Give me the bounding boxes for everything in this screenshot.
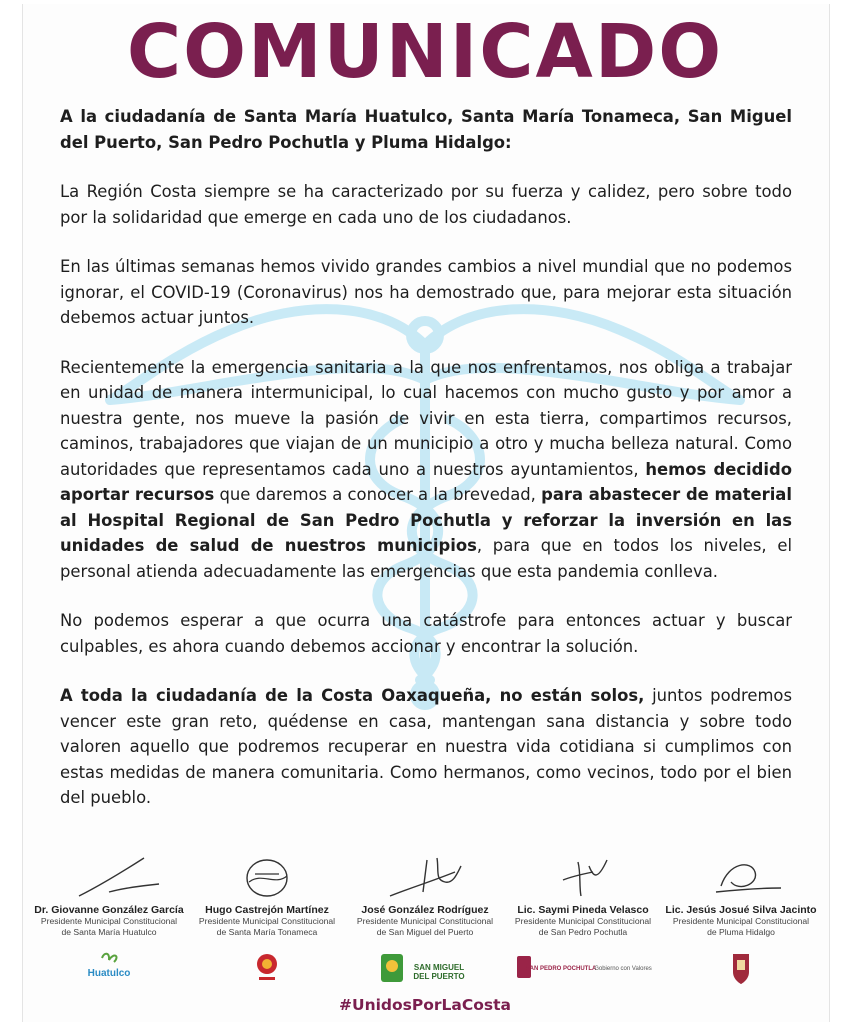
signatory-role: Presidente Municipal Constitucional (40, 916, 178, 926)
handwritten-signature (207, 852, 327, 902)
svg-text:Huatulco: Huatulco (87, 968, 131, 979)
handwritten-signature (681, 852, 801, 902)
document-body (60, 104, 792, 835)
signatory-name: Lic. Saymi Pineda Velasco (517, 904, 649, 916)
signatory-role: Presidente Municipal Constitucional (198, 916, 336, 926)
signatory-name: Lic. Jesús Josué Silva Jacinto (665, 904, 817, 916)
hashtag: #UnidosPorLaCosta (339, 996, 511, 1014)
signatures-row (30, 852, 820, 952)
signatory-name: Hugo Castrejón Martínez (205, 904, 329, 916)
paragraph-2: En las últimas semanas hemos vivido grandes cambios a nivel mundial que no podemos ignorar, el COVID-19 (Coronavirus) nos ha demostrado que, para mejorar esta situación debemos actuar juntos. (60, 257, 792, 327)
signatory-role: Presidente Municipal Constitucional (356, 916, 494, 926)
signatory-municipality: de Santa María Huatulco (61, 926, 157, 937)
san-miguel-logo (346, 948, 504, 988)
municipal-logos-row (30, 948, 820, 992)
pochutla-logo (504, 948, 662, 988)
salutation: A la ciudadanía de Santa María Huatulco, Santa María Tonameca, San Miguel del Puerto, San Pedro Pochutla y Pluma Hidalgo: (60, 107, 792, 152)
paragraph-3-bold-1: hemos decidido aportar recursos (60, 459, 792, 504)
signature-block (188, 852, 346, 937)
handwritten-signature (49, 852, 169, 902)
signatory-role: Presidente Municipal Constitucional (672, 916, 810, 926)
paragraph-5-bold: A toda la ciudadanía de la Costa Oaxaqueña, no están solos, (60, 686, 645, 705)
signatory-name: José González Rodríguez (361, 904, 489, 916)
signatory-municipality: de Santa María Tonameca (216, 926, 318, 937)
signatory-municipality: de Pluma Hidalgo (707, 926, 775, 937)
paragraph-3-text-2: que daremos a conocer a la brevedad, (214, 485, 542, 504)
signature-block (346, 852, 504, 937)
paragraph-5 (60, 683, 792, 811)
signatory-municipality: de San Miguel del Puerto (376, 926, 474, 937)
signatory-role: Presidente Municipal Constitucional (514, 916, 652, 926)
huatulco-logo (30, 948, 188, 988)
signatory-municipality: de San Pedro Pochutla (538, 926, 628, 937)
svg-text:SAN PEDRO POCHUTLA: SAN PEDRO POCHUTLA (525, 966, 597, 972)
signature-block (504, 852, 662, 937)
signatory-name: Dr. Giovanne González García (34, 904, 184, 916)
document-title: COMUNICADO (126, 9, 724, 95)
signature-block (30, 852, 188, 937)
paragraph-3 (60, 355, 792, 585)
paragraph-3-text-1: Recientemente la emergencia sanitaria a la que nos enfrentamos, nos obliga a trabajar en unidad de manera intermunicipal, lo cual hacemos con mucho gusto y por amor a nuestra gente, nos mueve la pasión de vivir en esta tierra, compartimos recursos, caminos, trabajadores que viajan de un municipio a otro y mucha belleza natural. Como autoridades que representamos cada uno a nuestros ayuntamientos, (60, 357, 792, 479)
paragraph-3-text-3: , para que en todos los niveles, el personal atienda adecuadamente las emergencias que esta pandemia conlleva. (60, 536, 792, 581)
svg-text:SAN MIGUEL: SAN MIGUEL (413, 963, 465, 972)
paragraph-4: No podemos esperar a que ocurra una catástrofe para entonces actuar y buscar culpables, es ahora cuando debemos accionar y encontrar la solución. (60, 611, 792, 656)
signature-block (662, 852, 820, 937)
paragraph-3-bold-2: para abastecer de material al Hospital Regional de San Pedro Pochutla y reforzar la inversión en las unidades de salud de nuestros municipios (60, 485, 792, 555)
svg-text:Gobierno con Valores: Gobierno con Valores (594, 966, 652, 972)
paragraph-1: La Región Costa siempre se ha caracterizado por su fuerza y calidez, pero sobre todo por la solidaridad que emerge en cada uno de los ciudadanos. (60, 182, 792, 227)
svg-text:DEL PUERTO: DEL PUERTO (413, 972, 465, 981)
paragraph-5-text: juntos podremos vencer este gran reto, quédense en casa, mantengan sana distancia y sobre todo valoren aquello que podremos recuperar en nuestra vida cotidiana si cumplimos con estas medidas de manera comunitaria. Como hermanos, como vecinos, todo por el bien del pueblo. (60, 686, 792, 807)
handwritten-signature (365, 852, 485, 902)
pluma-hidalgo-logo (662, 948, 820, 988)
handwritten-signature (523, 852, 643, 902)
tonameca-logo (188, 948, 346, 988)
